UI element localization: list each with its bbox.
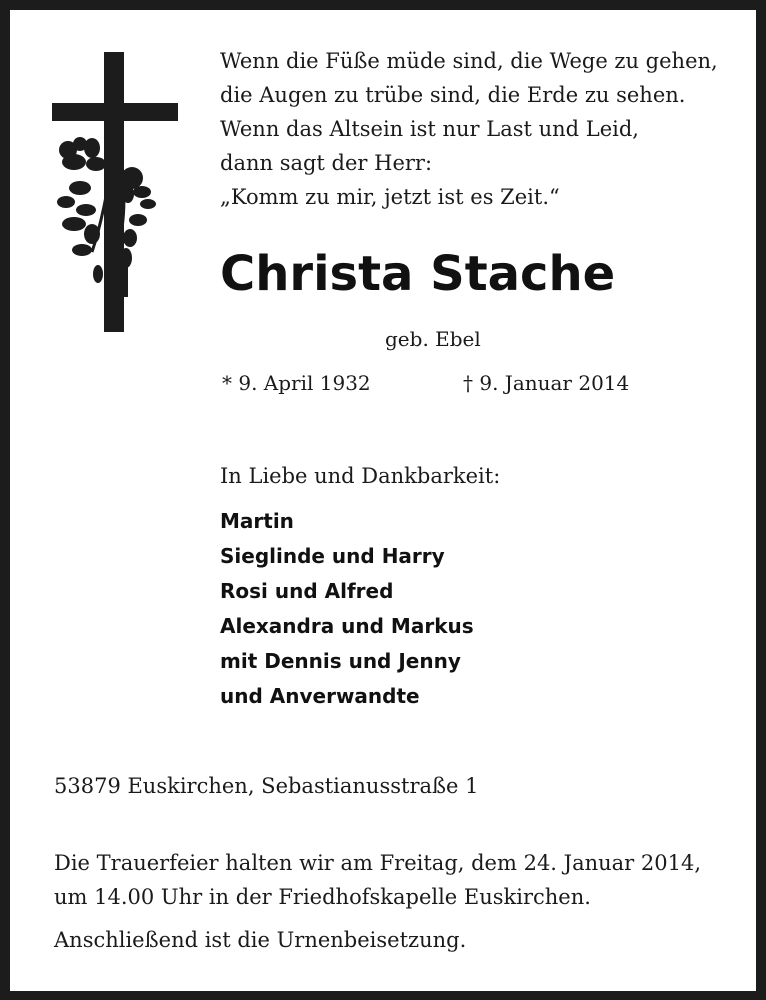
- poem: [220, 44, 718, 214]
- deceased-name: Christa Stache: [220, 246, 616, 302]
- mourner-name: Rosi und Alfred: [220, 579, 394, 603]
- ceremony-line: um 14.00 Uhr in der Friedhofskapelle Euskirchen.: [54, 885, 591, 909]
- address: 53879 Euskirchen, Sebastianusstraße 1: [54, 774, 479, 798]
- poem-line: die Augen zu trübe sind, die Erde zu sehen.: [220, 83, 686, 107]
- mourner-name: Sieglinde und Harry: [220, 544, 445, 568]
- mourner-name: mit Dennis und Jenny: [220, 649, 461, 673]
- urn-burial-note: Anschließend ist die Urnenbeisetzung.: [54, 928, 467, 952]
- poem-line: Wenn das Altsein ist nur Last und Leid,: [220, 117, 639, 141]
- poem-line: dann sagt der Herr:: [220, 151, 433, 175]
- maiden-name: geb. Ebel: [385, 327, 481, 351]
- ceremony-info: [54, 846, 701, 914]
- birth-date: * 9. April 1932: [222, 371, 371, 395]
- mourner-name: Martin: [220, 509, 294, 533]
- poem-line: „Komm zu mir, jetzt ist es Zeit.“: [220, 185, 560, 209]
- ceremony-line: Die Trauerfeier halten wir am Freitag, dem 24. Januar 2014,: [54, 851, 701, 875]
- mourner-name: Alexandra und Markus: [220, 614, 474, 638]
- mourner-name: und Anverwandte: [220, 684, 420, 708]
- mourners-list: [220, 504, 474, 714]
- cross-with-roses-icon: [52, 52, 178, 332]
- mourners-intro: In Liebe und Dankbarkeit:: [220, 464, 501, 488]
- death-date: † 9. Januar 2014: [463, 371, 630, 395]
- poem-line: Wenn die Füße müde sind, die Wege zu gehen,: [220, 49, 718, 73]
